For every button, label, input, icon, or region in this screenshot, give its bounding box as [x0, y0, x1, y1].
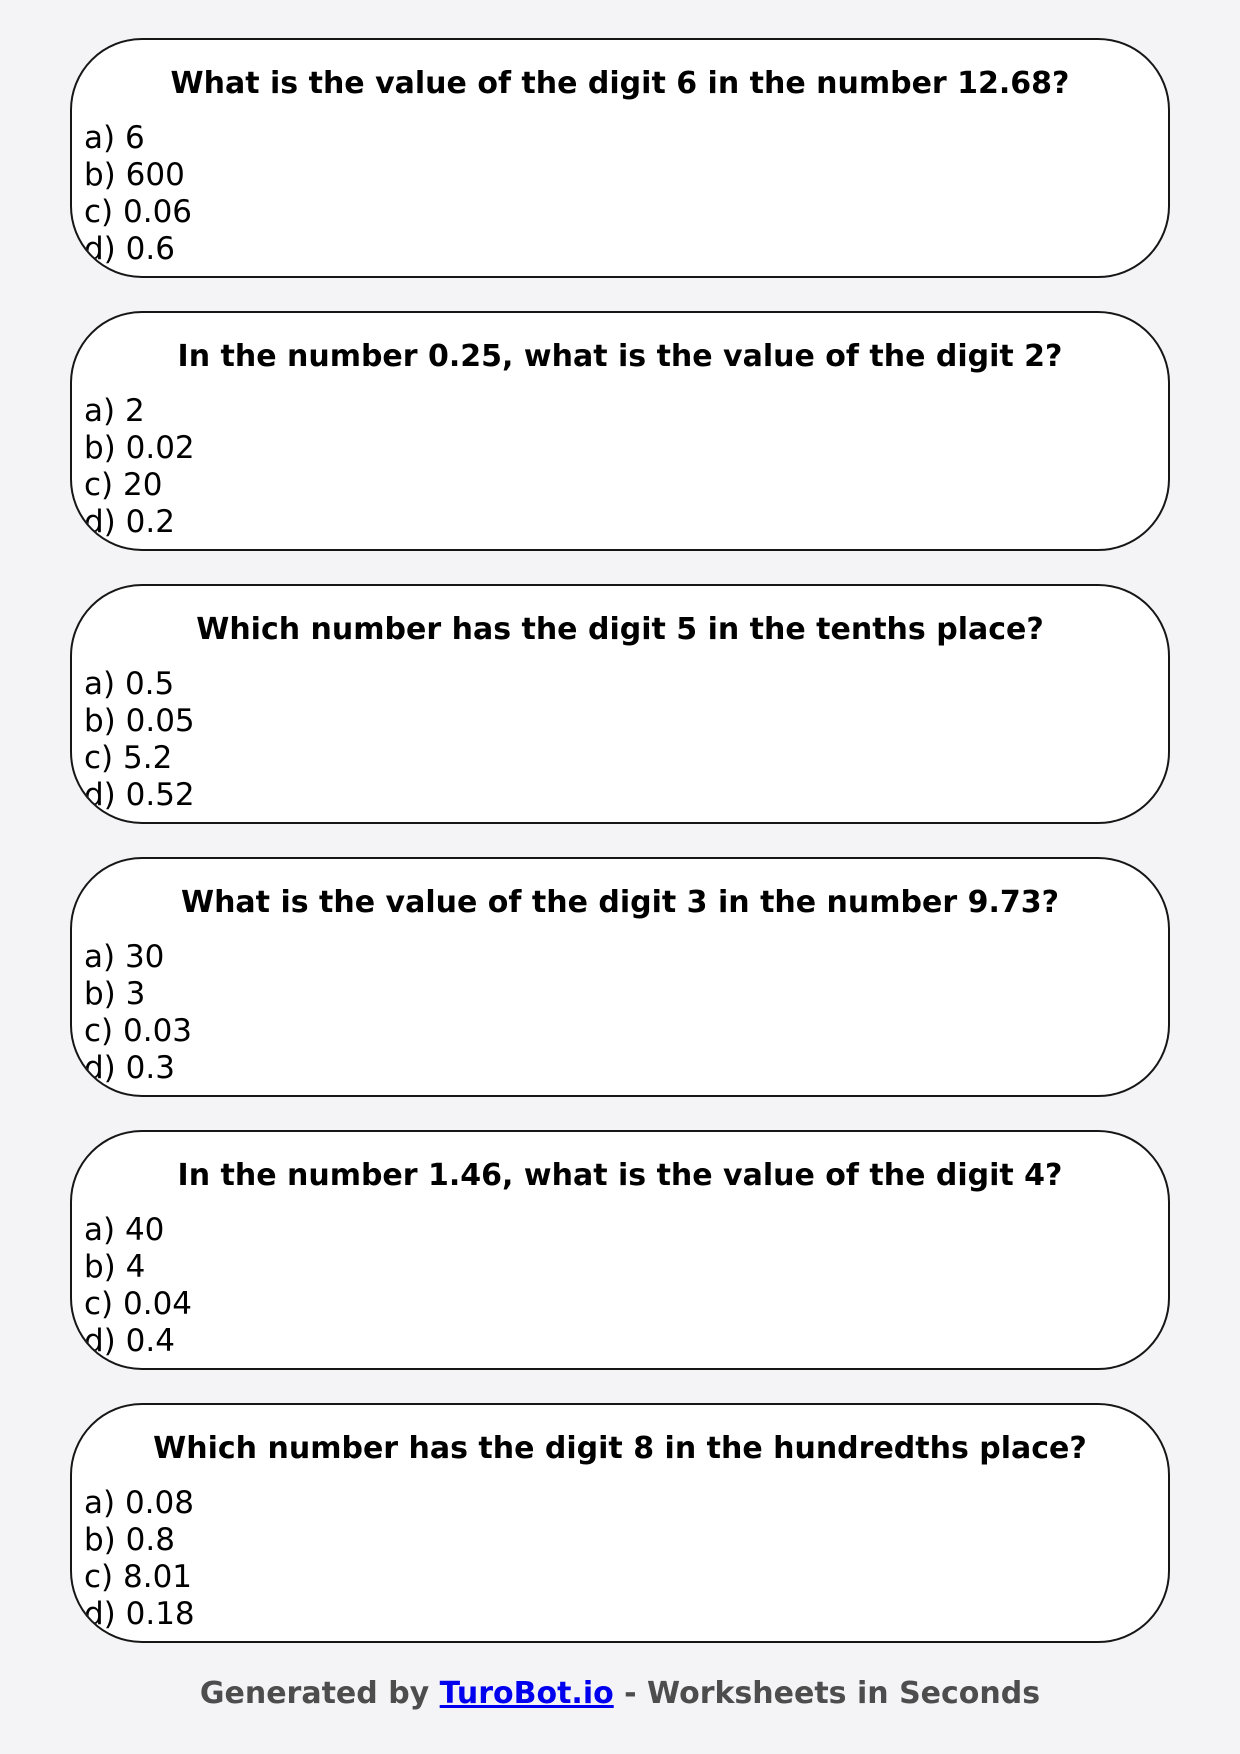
- options-list: [72, 393, 1168, 541]
- answer-option: d) 0.2: [84, 504, 175, 540]
- footer-prefix-text: Generated by: [199, 1676, 440, 1711]
- question-card: [70, 1130, 1170, 1370]
- answer-option: a) 6: [84, 120, 145, 156]
- answer-option: d) 0.52: [84, 777, 195, 813]
- answer-option: c) 0.06: [84, 194, 193, 230]
- answer-option: b) 0.05: [84, 703, 195, 739]
- question-card: [70, 584, 1170, 824]
- answer-option: d) 0.4: [84, 1323, 175, 1359]
- question-title: In the number 1.46, what is the value of the digit 4?: [177, 1158, 1063, 1193]
- options-list: [72, 1212, 1168, 1360]
- answer-option: b) 600: [84, 157, 185, 193]
- question-card: [70, 1403, 1170, 1643]
- question-title: Which number has the digit 5 in the tenths place?: [196, 612, 1044, 647]
- question-title: What is the value of the digit 6 in the number 12.68?: [170, 66, 1070, 101]
- answer-option: c) 8.01: [84, 1559, 193, 1595]
- answer-option: b) 0.02: [84, 430, 195, 466]
- footer-suffix-text: - Worksheets in Seconds: [613, 1676, 1041, 1711]
- answer-option: c) 0.04: [84, 1286, 193, 1322]
- answer-option: a) 0.08: [84, 1485, 194, 1521]
- answer-option: b) 3: [84, 976, 146, 1012]
- answer-option: b) 4: [84, 1249, 146, 1285]
- answer-option: a) 0.5: [84, 666, 175, 702]
- question-title: What is the value of the digit 3 in the number 9.73?: [180, 885, 1060, 920]
- answer-option: d) 0.18: [84, 1596, 195, 1632]
- options-list: [72, 939, 1168, 1087]
- question-title: In the number 0.25, what is the value of the digit 2?: [177, 339, 1063, 374]
- question-card: [70, 38, 1170, 278]
- answer-option: d) 0.3: [84, 1050, 175, 1086]
- answer-option: c) 5.2: [84, 740, 173, 776]
- options-list: [72, 666, 1168, 814]
- question-card: [70, 311, 1170, 551]
- answer-option: b) 0.8: [84, 1522, 175, 1558]
- options-list: [72, 120, 1168, 268]
- answer-option: c) 20: [84, 467, 163, 503]
- answer-option: a) 30: [84, 939, 165, 975]
- answer-option: a) 40: [84, 1212, 165, 1248]
- answer-option: a) 2: [84, 393, 145, 429]
- answer-option: c) 0.03: [84, 1013, 193, 1049]
- footer: [0, 1676, 1240, 1712]
- question-card: [70, 857, 1170, 1097]
- question-title: Which number has the digit 8 in the hundredths place?: [153, 1431, 1087, 1466]
- turobot-link[interactable]: TuroBot.io: [439, 1676, 614, 1711]
- options-list: [72, 1485, 1168, 1633]
- answer-option: d) 0.6: [84, 231, 175, 267]
